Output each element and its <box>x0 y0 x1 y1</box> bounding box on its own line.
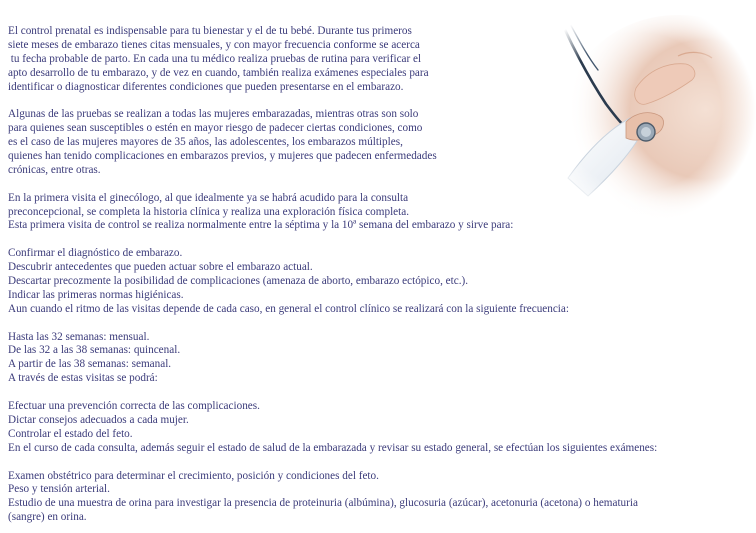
text-line: para quienes sean susceptibles o estén en mayor riesgo de padecer ciertas condiciones, como <box>8 122 423 135</box>
paragraph-gap <box>8 456 752 470</box>
paragraph-goals <box>8 400 752 456</box>
paragraph-gap <box>8 233 752 247</box>
paragraph-frequency <box>8 331 752 387</box>
text-line: El control prenatal es indispensable para tu bienestar y el de tu bebé. Durante tus primeros <box>8 25 412 37</box>
text-line: Algunas de las pruebas se realizan a todas las mujeres embarazadas, mientras otras son solo <box>8 108 419 121</box>
text-line: Esta primera visita de control se realiza normalmente entre la séptima y la 10ª semana del embarazo y sirve para: <box>8 219 514 232</box>
text-line: Aun cuando el ritmo de las visitas depende de cada caso, en general el control clínico se realizará con la siguiente frecuencia: <box>8 302 569 315</box>
text-line: identificar o diagnosticar diferentes condiciones que pueden presentarse en el embarazo. <box>8 80 404 93</box>
paragraph-tests <box>8 108 752 177</box>
article-body <box>8 25 752 525</box>
list-item: Peso y tensión arterial. <box>8 483 110 496</box>
paragraph-gap <box>8 317 752 331</box>
text-line: quienes han tenido complicaciones en embarazos previos, y mujeres que padecen enfermedades <box>8 150 437 163</box>
list-item: Dictar consejos adecuados a cada mujer. <box>8 413 189 426</box>
paragraph-purposes <box>8 247 752 316</box>
list-item: Examen obstétrico para determinar el crecimiento, posición y condiciones del feto. <box>8 469 379 482</box>
text-line: siete meses de embarazo tienes citas mensuales, y con mayor frecuencia conforme se acerca <box>8 38 420 51</box>
paragraph-gap <box>8 386 752 400</box>
list-item: A partir de las 38 semanas: semanal. <box>8 358 172 371</box>
list-item: Hasta las 32 semanas: mensual. <box>8 330 150 343</box>
text-line: tu fecha probable de parto. En cada una tu médico realiza pruebas de rutina para verificar el <box>8 52 422 65</box>
list-item: Confirmar el diagnóstico de embarazo. <box>8 247 183 260</box>
text-line: En el curso de cada consulta, además seguir el estado de salud de la embarazada y revisar su estado general, se efectúan los siguientes exámenes: <box>8 441 658 454</box>
list-item: Indicar las primeras normas higiénicas. <box>8 288 184 301</box>
text-line: preconcepcional, se completa la historia clínica y realiza una exploración física completa. <box>8 205 410 218</box>
text-line: crónicas, entre otras. <box>8 163 101 176</box>
paragraph-exams <box>8 470 752 526</box>
list-item: Estudio de una muestra de orina para investigar la presencia de proteinuria (albúmina), glucosuria (azúcar), acetonuria (acetona) o hematuria <box>8 497 638 510</box>
text-line: En la primera visita el ginecólogo, al que idealmente ya se habrá acudido para la consulta <box>8 191 409 204</box>
paragraph-first-visit <box>8 192 752 234</box>
text-line: es el caso de las mujeres mayores de 35 años, las adolescentes, los embarazos múltiples, <box>8 136 403 149</box>
text-line: apto desarrollo de tu embarazo, y de vez en cuando, también realiza exámenes especiales para <box>8 66 429 79</box>
paragraph-gap <box>8 178 752 192</box>
list-item: Descartar precozmente la posibilidad de complicaciones (amenaza de aborto, embarazo ectópico, etc.). <box>8 275 469 288</box>
paragraph-gap <box>8 94 752 108</box>
text-line: A través de estas visitas se podrá: <box>8 372 158 385</box>
list-item: Controlar el estado del feto. <box>8 427 133 440</box>
list-item: De las 32 a las 38 semanas: quincenal. <box>8 344 181 357</box>
paragraph-intro <box>8 25 752 94</box>
list-item: (sangre) en orina. <box>8 511 87 524</box>
list-item: Efectuar una prevención correcta de las complicaciones. <box>8 400 260 413</box>
list-item: Descubrir antecedentes que pueden actuar sobre el embarazo actual. <box>8 261 313 274</box>
